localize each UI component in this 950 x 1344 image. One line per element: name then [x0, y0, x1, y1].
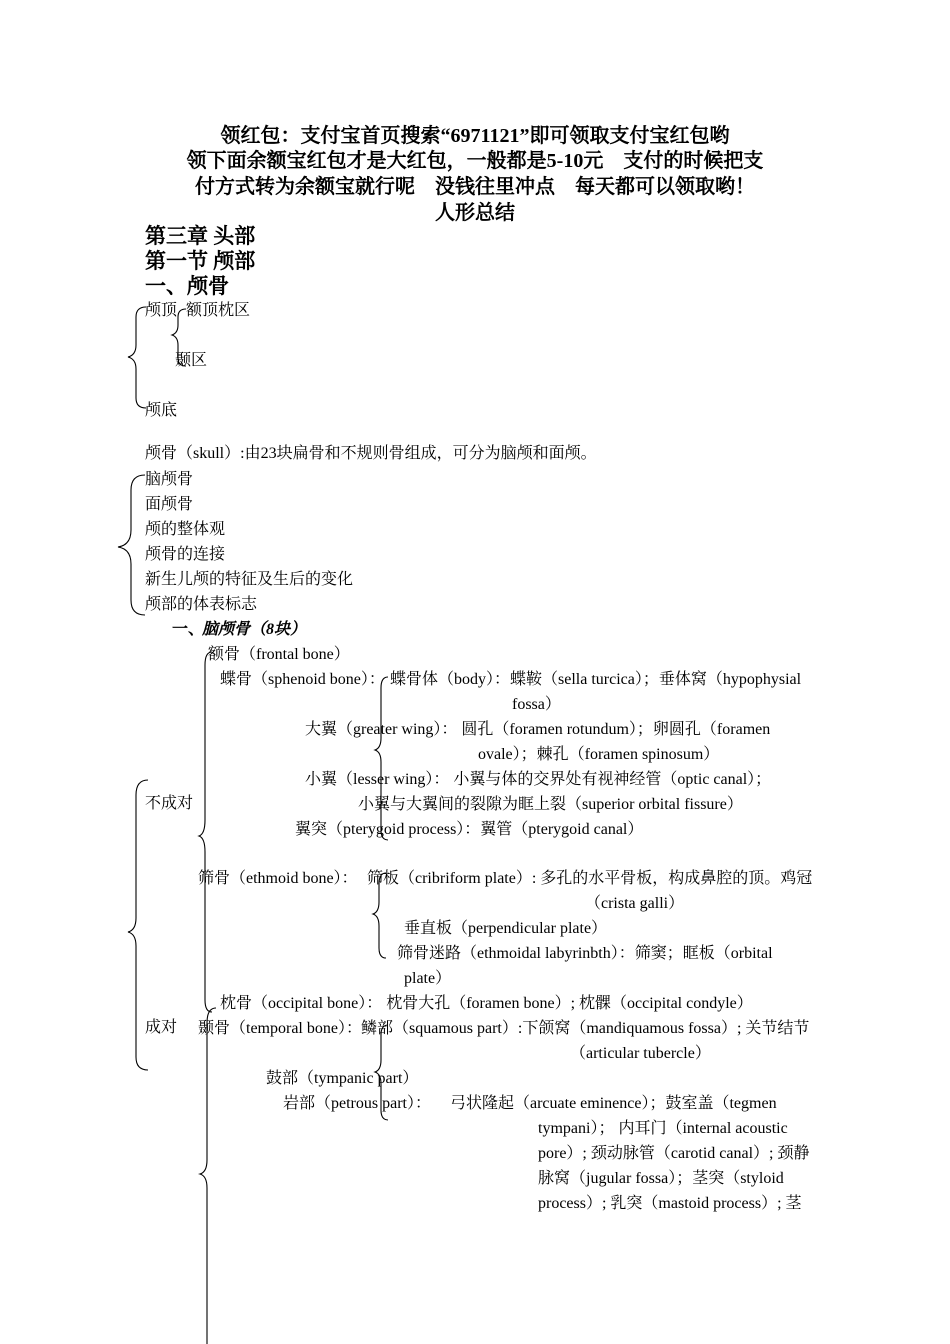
outline-subitem-temporal: 颞区	[175, 352, 208, 369]
outline2-item: 面颅骨	[145, 496, 194, 513]
ethmoidal-labyrinth-cont: plate）	[404, 970, 452, 987]
outline2-item: 颅部的体表标志	[145, 596, 258, 613]
petrous-detail-cont: 脉窝（jugular fossa）；茎突（styloid	[538, 1170, 784, 1187]
sphenoid-body: 蝶骨体（body）：蝶鞍（sella turcica）；垂体窝（hypophysial	[390, 671, 802, 688]
petrous-detail-cont: process）; 乳突（mastoid process）; 茎	[538, 1195, 802, 1212]
squamous-part: 鳞部（squamous part）:下颌窝（mandiquamous fossa）; 关节结节	[361, 1020, 810, 1037]
ethmoidal-labyrinth: 筛骨迷路（ethmoidal labyrinbth）：筛窦；眶板（orbital	[397, 945, 773, 962]
lesser-wing: 小翼（lesser wing）： 小翼与体的交界处有视神经管（optic canal）；	[305, 771, 772, 788]
outline2-item: 脑颅骨	[145, 471, 194, 488]
ethmoid-bone: 筛骨（ethmoid bone）：	[198, 870, 358, 887]
group-paired: 成对	[145, 1019, 178, 1036]
promo-line-2: 领下面余额宝红包才是大红包，一般都是5-10元 支付的时候把支	[186, 150, 764, 172]
sphenoid-body-cont: fossa）	[512, 696, 561, 713]
outline2-item: 颅骨的连接	[145, 546, 226, 563]
lesser-wing-cont: 小翼与大翼间的裂隙为眶上裂（superior orbital fissure）	[358, 796, 743, 813]
group-unpaired: 不成对	[145, 795, 194, 812]
frontal-bone: 额骨（frontal bone）	[208, 646, 350, 663]
petrous-detail-cont: tympani）； 内耳门（internal acoustic	[538, 1120, 788, 1137]
greater-wing: 大翼（greater wing）： 圆孔（foramen rotundum）；卵圆孔（foramen	[305, 721, 771, 738]
pterygoid-process: 翼突（pterygoid process）：翼管（pterygoid canal）	[295, 821, 644, 838]
greater-wing-cont: ovale）；棘孔（foramen spinosum）	[478, 746, 720, 763]
promo-line-3: 付方式转为余额宝就行呢 没钱往里冲点 每天都可以领取哟！	[195, 176, 755, 198]
occipital-bone: 枕骨（occipital bone）： 枕骨大孔（foramen bone）; 枕髁（occipital condyle）	[220, 995, 753, 1012]
document-title: 人形总结	[435, 202, 515, 224]
petrous-detail: 弓状隆起（arcuate eminence）；鼓室盖（tegmen	[450, 1095, 777, 1112]
outline-item-vault: 颅顶	[145, 302, 178, 319]
petrous-part: 岩部（petrous part）：	[283, 1095, 431, 1112]
cribriform-plate: 筛板（cribriform plate）: 多孔的水平骨板，构成鼻腔的顶。鸡冠	[367, 870, 813, 887]
tympanic-part: 鼓部（tympanic part）	[266, 1070, 419, 1087]
brain-bones-prefix: 一、	[172, 621, 205, 638]
cribriform-plate-cont: （crista galli）	[585, 895, 685, 912]
outline-item-base: 颅底	[145, 402, 178, 419]
squamous-part-cont: （articular tubercle）	[570, 1045, 711, 1062]
brain-bones-title: 脑颅骨（8块）	[202, 621, 307, 638]
petrous-detail-cont: pore）; 颈动脉管（carotid canal）; 颈静	[538, 1145, 810, 1162]
part-heading: 一、颅骨	[145, 274, 229, 298]
outline-subitem-frontoparietooccipital: 额顶枕区	[186, 302, 251, 319]
temporal-bone: 颞骨（temporal bone）：	[198, 1020, 362, 1037]
sphenoid-bone: 蝶骨（sphenoid bone）：	[220, 671, 385, 688]
chapter-heading: 第三章 头部	[145, 224, 256, 248]
promo-line-1: 领红包：支付宝首页搜索“6971121”即可领取支付宝红包哟	[220, 125, 730, 147]
outline2-item: 颅的整体观	[145, 521, 226, 538]
perpendicular-plate: 垂直板（perpendicular plate）	[404, 920, 608, 937]
outline2-item: 新生儿颅的特征及生后的变化	[145, 571, 354, 588]
bracket-paired-bones	[200, 1008, 216, 1344]
skull-intro: 颅骨（skull）:由23块扁骨和不规则骨组成，可分为脑颅和面颅。	[145, 445, 597, 462]
bracket-skull-regions	[128, 307, 146, 408]
bracket-skull-topics	[118, 475, 145, 615]
bracket-unpaired-bones	[199, 652, 212, 1012]
section-heading: 第一节 颅部	[145, 249, 256, 273]
